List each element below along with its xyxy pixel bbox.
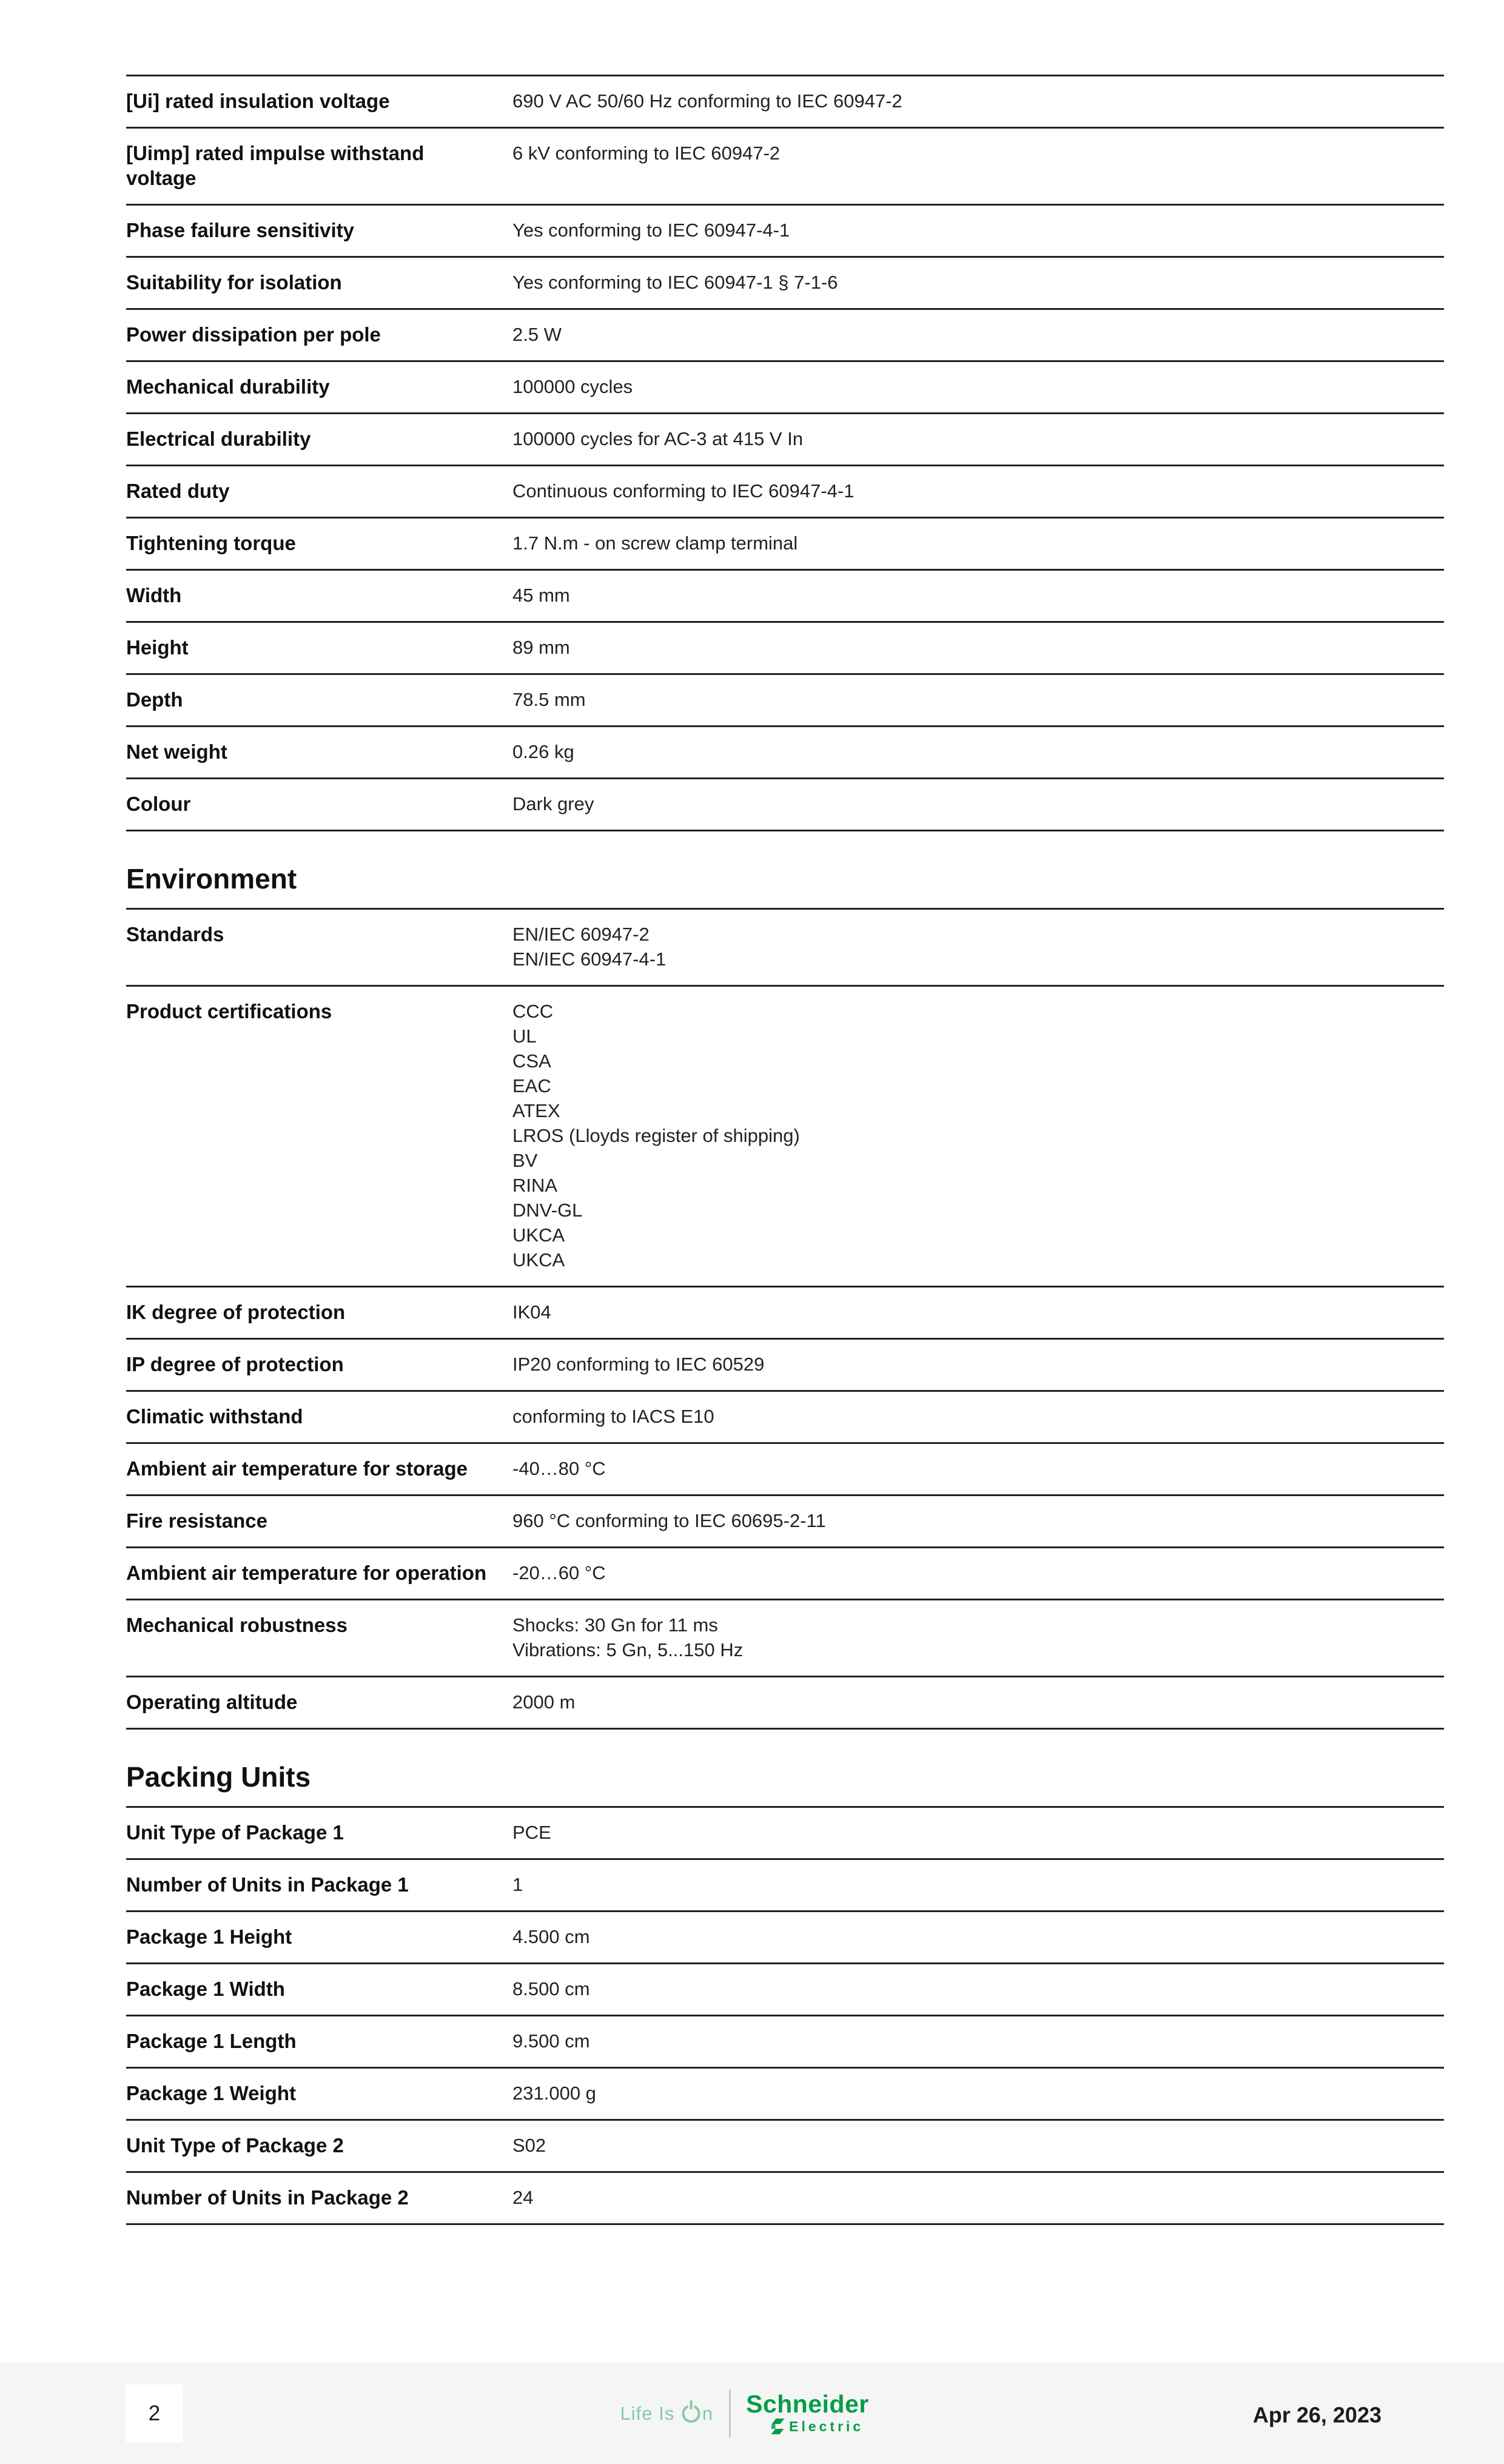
spec-value-line: UL [512,1026,537,1047]
tagline-text-suffix: n [702,2402,714,2424]
spec-value-line: PCE [512,1822,551,1843]
spec-value-line: ATEX [512,1100,560,1121]
spec-label: Tightening torque [126,532,296,554]
spec-value-line: Dark grey [512,793,594,814]
spec-row [126,621,1444,673]
spec-value-line: IK04 [512,1301,551,1323]
power-icon [682,2405,700,2423]
life-is-on-tagline [620,2403,714,2425]
spec-value-line: Vibrations: 5 Gn, 5...150 Hz [512,1639,744,1660]
spec-value-line: 2.5 W [512,324,562,345]
spec-value [512,141,1444,166]
spec-value [512,270,1444,295]
spec-row [126,908,1444,985]
spec-value-line: 2000 m [512,1691,576,1713]
spec-value-line: Yes conforming to IEC 60947-1 § 7-1-6 [512,272,838,293]
spec-value-line: Yes conforming to IEC 60947-4-1 [512,220,790,241]
spec-value [512,1976,1444,2001]
spec-label: Phase failure sensitivity [126,219,355,241]
spec-row [126,777,1444,830]
spec-value-line: 89 mm [512,637,570,658]
footer-date: Apr 26, 2023 [1252,2402,1381,2428]
spec-value-line: 4.500 cm [512,1926,590,1947]
packing-units-table [126,1806,1444,2225]
spec-value-line: S02 [512,2135,546,2156]
spec-row [126,2171,1444,2223]
spec-value [512,1872,1444,1897]
spec-row [126,412,1444,465]
page-number-box [126,2385,183,2443]
spec-value-line: EAC [512,1075,551,1096]
spec-label: Unit Type of Package 2 [126,2134,344,2157]
spec-value [512,1508,1444,1533]
spec-value-line: 100000 cycles [512,376,633,397]
spec-value-line: -40…80 °C [512,1458,606,1479]
spec-value-line: 45 mm [512,585,570,606]
spec-label: Package 1 Height [126,1925,292,1948]
tables [126,75,1444,2225]
brand-wordmark [746,2392,869,2435]
spec-value [512,1352,1444,1377]
spec-label: Package 1 Width [126,1978,285,2000]
spec-row [126,725,1444,777]
spec-row [126,1338,1444,1390]
spec-label: Fire resistance [126,1509,267,1532]
spec-value [512,1613,1444,1662]
spec-label: Width [126,584,182,606]
spec-value [512,1456,1444,1481]
spec-value [512,635,1444,660]
spec-value-line: EN/IEC 60947-4-1 [512,948,666,970]
spec-value-line: CCC [512,1001,554,1022]
spec-value-line: 78.5 mm [512,689,586,710]
spec-value [512,999,1444,1272]
brand-name: Schneider [746,2390,869,2418]
spec-value-line: 690 V AC 50/60 Hz conforming to IEC 60947-2 [512,90,902,112]
spec-label: Net weight [126,740,227,763]
spec-value-line: UKCA [512,1249,565,1271]
spec-value [512,2133,1444,2158]
spec-label: Package 1 Length [126,2030,297,2052]
spec-value-line: LROS (Lloyds register of shipping) [512,1125,800,1146]
spec-label: Ambient air temperature for operation [126,1562,487,1584]
spec-row [126,1962,1444,2015]
spec-value [512,322,1444,347]
spec-value [512,1924,1444,1949]
section-title-environment: Environment [126,863,297,895]
spec-value-line: UKCA [512,1224,565,1246]
spec-value-line: 8.500 cm [512,1978,590,1999]
tagline-text-prefix: Life Is [620,2402,680,2424]
spec-label: Power dissipation per pole [126,323,381,346]
spec-row [126,1494,1444,1546]
spec-value [512,2185,1444,2210]
spec-value-line: Shocks: 30 Gn for 11 ms [512,1614,718,1636]
spec-row [126,308,1444,360]
spec-value-line: DNV-GL [512,1200,583,1221]
spec-value-line: CSA [512,1050,551,1072]
spec-value-line: 231.000 g [512,2083,596,2104]
spec-row [126,1806,1444,1858]
spec-value [512,478,1444,503]
spec-row [126,1286,1444,1338]
logo-divider [729,2389,730,2438]
spec-value [512,531,1444,556]
spec-row [126,985,1444,1286]
page-content [126,75,1444,2225]
spec-label: IP degree of protection [126,1353,344,1375]
spec-row [126,517,1444,569]
spec-label: Electrical durability [126,428,311,450]
spec-row [126,673,1444,725]
spec-value-line: 24 [512,2187,534,2208]
spec-value [512,1560,1444,1585]
spec-value [512,218,1444,243]
spec-label: Product certifications [126,1000,332,1022]
spec-value-line: 6 kV conforming to IEC 60947-2 [512,143,781,164]
spec-row [126,1910,1444,1962]
spec-label: Climatic withstand [126,1405,303,1428]
spec-value [512,739,1444,764]
spec-value [512,687,1444,712]
spec-row [126,2015,1444,2067]
spec-label: Operating altitude [126,1691,298,1713]
spec-value [512,89,1444,113]
spec-label: Number of Units in Package 2 [126,2186,409,2209]
spec-value [512,426,1444,451]
characteristics-table [126,75,1444,831]
spec-value [512,1820,1444,1845]
spec-label: Mechanical durability [126,375,330,398]
spec-row [126,127,1444,204]
spec-label: Ambient air temperature for storage [126,1457,468,1480]
page-footer [0,2363,1504,2464]
spec-value-line: Continuous conforming to IEC 60947-4-1 [512,480,854,502]
spec-row [126,75,1444,127]
spec-value-line: 960 °C conforming to IEC 60695-2-11 [512,1510,826,1531]
spec-value [512,1300,1444,1324]
spec-row [126,1546,1444,1599]
spec-value [512,583,1444,608]
spec-row [126,1442,1444,1494]
spec-row [126,569,1444,621]
spec-value [512,791,1444,816]
spec-row [126,1390,1444,1442]
spec-label: IK degree of protection [126,1301,346,1323]
spec-row [126,360,1444,412]
environment-table [126,908,1444,1730]
spec-row [126,2067,1444,2119]
spec-row [126,2119,1444,2171]
spec-label: Number of Units in Package 1 [126,1873,409,1896]
spec-value [512,2029,1444,2053]
spec-row [126,1676,1444,1728]
spec-row [126,1858,1444,1910]
spec-value-line: 100000 cycles for AC-3 at 415 V In [512,428,804,449]
spec-value [512,1690,1444,1714]
spec-label: Colour [126,793,191,815]
spec-label: Depth [126,688,183,711]
schneider-logo [620,2389,869,2438]
spec-value-line: RINA [512,1175,558,1196]
spec-value [512,2081,1444,2106]
spec-label: Unit Type of Package 1 [126,1821,344,1844]
spec-row [126,204,1444,256]
spec-value-line: -20…60 °C [512,1562,606,1583]
spec-label: Rated duty [126,480,230,502]
spec-value-line: 0.26 kg [512,741,574,762]
spec-row [126,256,1444,308]
spec-value-line: EN/IEC 60947-2 [512,924,650,945]
spec-label: Package 1 Weight [126,2082,297,2104]
spec-label: [Ui] rated insulation voltage [126,90,390,112]
spec-value-line: 1.7 N.m - on screw clamp terminal [512,532,798,554]
spec-label: Height [126,636,189,659]
spec-value-line: 9.500 cm [512,2030,590,2052]
page-number: 2 [148,2402,161,2425]
spec-value-line: IP20 conforming to IEC 60529 [512,1354,765,1375]
spec-row [126,1599,1444,1676]
spec-value [512,1404,1444,1429]
brand-subname-text: Electric [789,2418,864,2434]
spec-value [512,374,1444,399]
spec-label: Suitability for isolation [126,271,342,294]
spec-label: Standards [126,923,224,945]
spec-value [512,922,1444,972]
section-title-packing-units: Packing Units [126,1761,311,1793]
spec-value-line: 1 [512,1874,523,1895]
spec-value-line: BV [512,1150,538,1171]
brand-subname [770,2418,869,2435]
spec-row [126,465,1444,517]
schneider-s-mark-icon [770,2418,785,2435]
spec-label: [Uimp] rated impulse withstand voltage [126,142,425,189]
spec-label: Mechanical robustness [126,1614,347,1636]
spec-value-line: conforming to IACS E10 [512,1406,714,1427]
